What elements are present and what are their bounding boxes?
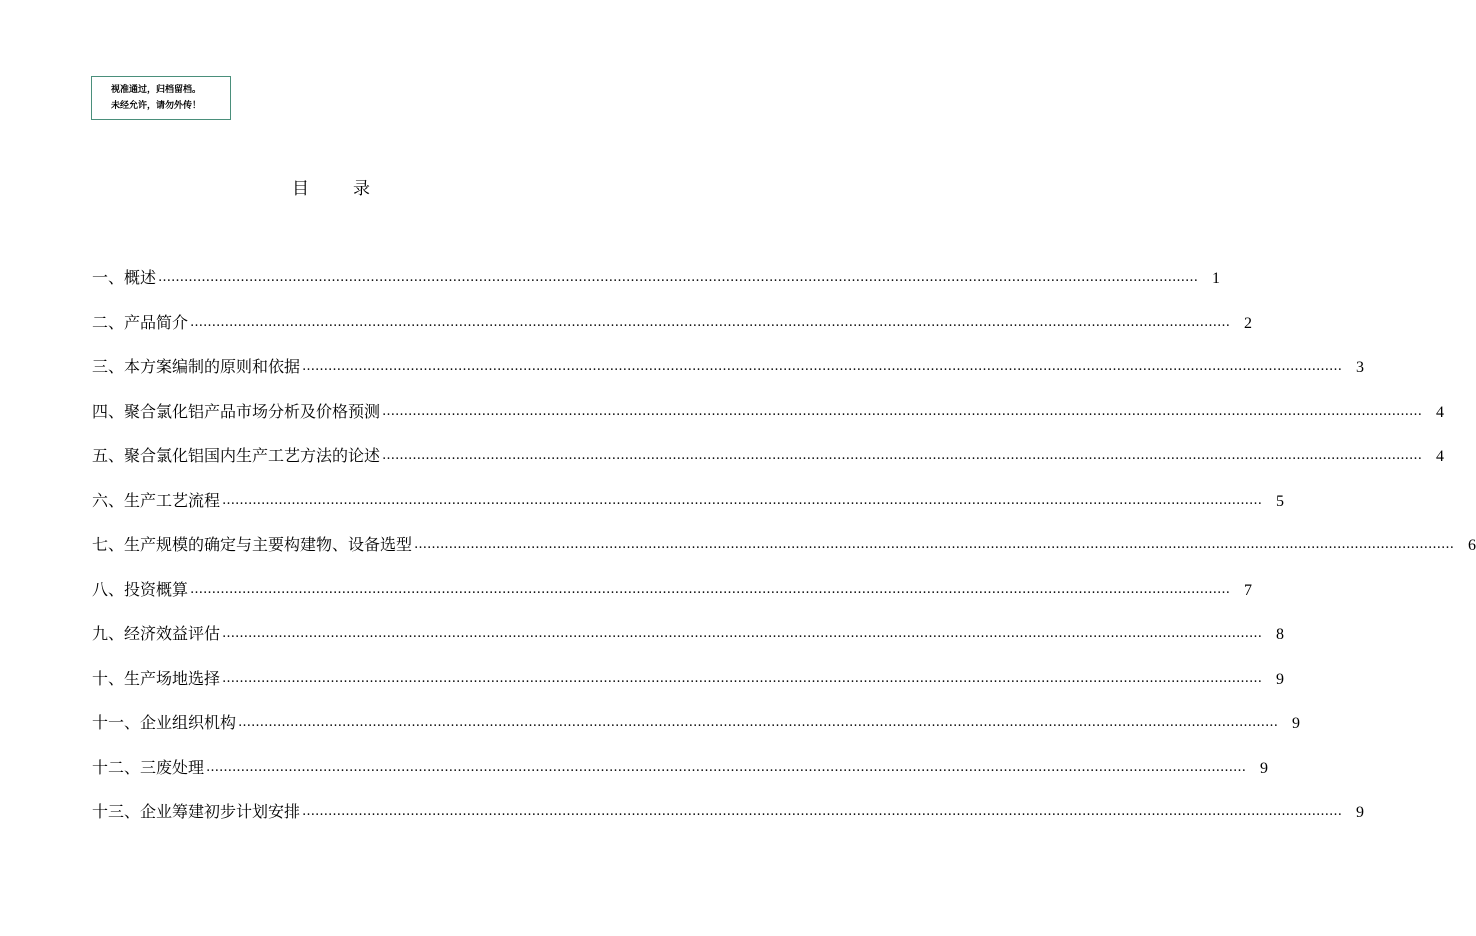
toc-item-text: 十二、三废处理	[92, 757, 205, 777]
toc-leader-dots: ……………………………………………………………………………………………………………………………………………………………………………………………………………………	[302, 804, 1343, 819]
toc-item[interactable]	[92, 266, 1221, 311]
toc-item-page: 7	[1244, 581, 1253, 599]
toc-item-page: 8	[1276, 626, 1285, 643]
toc-item[interactable]	[92, 622, 1285, 667]
toc-leader-dots: ……………………………………………………………………………………………………………………………………………………………………………………………………………………	[238, 715, 1279, 730]
toc-item[interactable]	[92, 800, 1365, 845]
toc-title-left: 目	[292, 179, 309, 199]
toc-leader-dots: ……………………………………………………………………………………………………………………………………………………………………………………………………………………	[190, 314, 1231, 330]
toc-item[interactable]	[92, 355, 1365, 400]
toc-leader-dots: ……………………………………………………………………………………………………………………………………………………………………………………………………………………	[158, 270, 1199, 285]
toc-leader-dots: ……………………………………………………………………………………………………………………………………………………………………………………………………………………	[382, 448, 1423, 463]
toc-item-text: 八、投资概算	[92, 579, 189, 599]
toc-title	[0, 177, 662, 201]
toc-item-text: 九、经济效益评估	[92, 624, 221, 643]
toc-item-text: 七、生产规模的确定与主要构建物、设备选型	[92, 535, 413, 554]
toc-leader-dots: ……………………………………………………………………………………………………………………………………………………………………………………………………………………	[222, 670, 1263, 686]
toc-item-text: 一、概述	[92, 268, 157, 287]
toc-leader-dots: ……………………………………………………………………………………………………………………………………………………………………………………………………………………	[302, 359, 1343, 374]
toc-item-page: 2	[1244, 314, 1253, 332]
toc-item[interactable]	[92, 711, 1301, 756]
toc-item-page: 9	[1356, 804, 1365, 821]
toc-list	[92, 266, 1476, 845]
toc-item-text: 三、本方案编制的原则和依据	[92, 357, 301, 376]
toc-leader-dots: ……………………………………………………………………………………………………………………………………………………………………………………………………………………	[222, 492, 1263, 508]
toc-item-page: 9	[1292, 715, 1301, 732]
toc-item-text: 二、产品简介	[92, 312, 189, 332]
toc-leader-dots: ……………………………………………………………………………………………………………………………………………………………………………………………………………………	[190, 581, 1231, 597]
toc-item[interactable]	[92, 533, 1476, 578]
toc-item-page: 9	[1276, 670, 1285, 688]
toc-item-text: 四、聚合氯化铝产品市场分析及价格预测	[92, 401, 381, 421]
toc-item[interactable]	[92, 489, 1285, 534]
toc-item-page: 6	[1468, 537, 1476, 554]
toc-leader-dots: ……………………………………………………………………………………………………………………………………………………………………………………………………………………	[222, 626, 1263, 641]
notice-line-1: 视准通过，归档留档。	[111, 85, 202, 95]
toc-leader-dots: ……………………………………………………………………………………………………………………………………………………………………………………………………………………	[206, 759, 1247, 775]
toc-item-text: 五、聚合氯化铝国内生产工艺方法的论述	[92, 446, 381, 465]
toc-item-page: 5	[1276, 492, 1285, 510]
toc-item-text: 十三、企业筹建初步计划安排	[92, 802, 301, 821]
toc-item-page: 4	[1436, 448, 1445, 465]
toc-item[interactable]	[92, 578, 1253, 623]
toc-item-page: 1	[1212, 270, 1221, 287]
toc-item-page: 9	[1260, 759, 1269, 777]
toc-leader-dots: ……………………………………………………………………………………………………………………………………………………………………………………………………………………	[414, 537, 1455, 552]
toc-item[interactable]	[92, 311, 1253, 356]
toc-item[interactable]	[92, 756, 1269, 801]
toc-item-text: 十一、企业组织机构	[92, 713, 237, 732]
toc-item-page: 4	[1436, 403, 1445, 421]
toc-item[interactable]	[92, 667, 1285, 712]
toc-item-text: 六、生产工艺流程	[92, 490, 221, 510]
toc-item[interactable]	[92, 444, 1445, 489]
toc-item[interactable]	[92, 400, 1445, 445]
toc-leader-dots: ……………………………………………………………………………………………………………………………………………………………………………………………………………………	[382, 403, 1423, 419]
notice-stamp-box	[91, 76, 231, 120]
toc-title-right: 录	[353, 179, 370, 199]
notice-line-2: 未经允许，请勿外传！	[111, 101, 202, 111]
toc-item-page: 3	[1356, 359, 1365, 376]
toc-item-text: 十、生产场地选择	[92, 668, 221, 688]
